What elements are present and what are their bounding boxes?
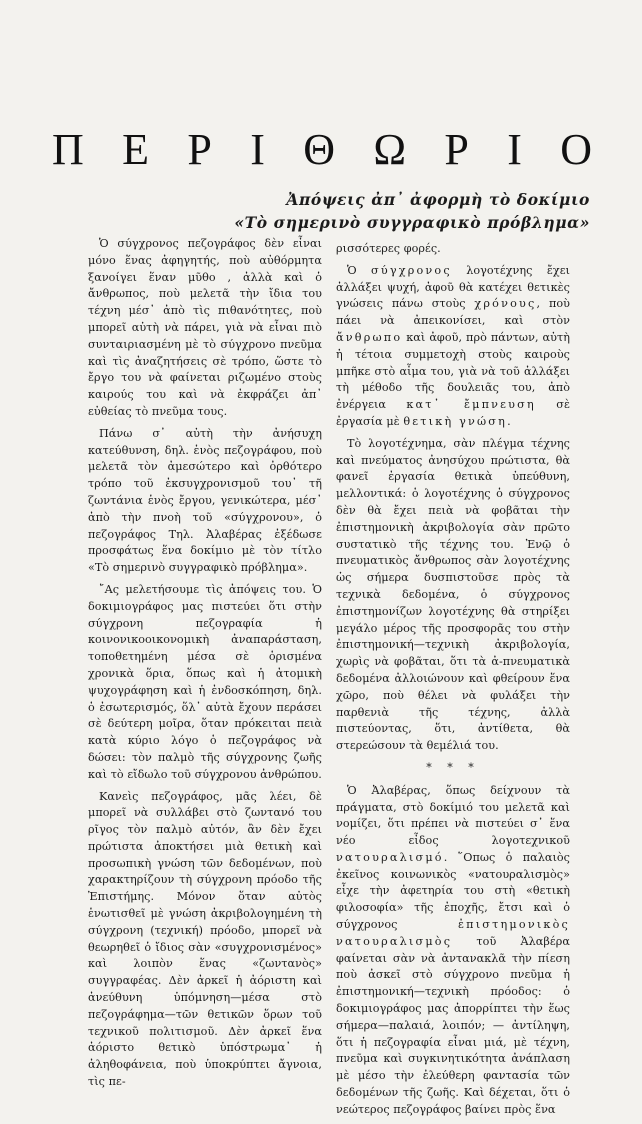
article-subtitle xyxy=(230,188,590,234)
paragraph: Πάνω σ᾽ αὐτὴ τὴν ἀνήσυχη κατεύθυνση, δηλ. ἑνὸς πεζογράφου, ποὺ μελετᾶ τὸν ἀμεσώτερο καὶ ὀρθότερο τρόπο τοῦ ἐκσυγχρονισμοῦ του᾽ τῆ ζωντάνια ἑνὸς ἔργου, γενικώτερα, μέσ᾽ ἀπὸ τὴν πνοὴ τοῦ «σύγχρονου», ὁ πεζογράφος Τηλ. Ἀλαβέρας ἐξέδωσε προσφάτως ἕνα δοκίμιο μὲ τὸν τίτλο «Τὸ σημερινὸ συγγραφικὸ πρόβλημα». xyxy=(88,426,322,575)
section-separator: * * * xyxy=(426,760,480,774)
title-letter: Ρ xyxy=(444,125,469,174)
paragraph xyxy=(336,783,570,1119)
spaced-word: νατουραλισμό xyxy=(336,850,444,864)
paragraph: Τὸ λογοτέχνημα, σὰν πλέγμα τέχνης καὶ πνεύματος ἀνησύχου πρώτιστα, θὰ φανεῖ ἐργασία θετικὰ ὑπεύθυνη, μελλοντικά: ὁ λογοτέχνης ὁ σύγχρονος δὲν θὰ ἔχει πειὰ νὰ φοβᾶται τὴν ἐπιστημονικὴ ἀκριβολογία σὰν πρῶτο συστατικὸ τῆς τέχνης του. Ἐνῷ ὁ πνευματικὸς ἄνθρωπος σὰν λογοτέχνης ὡς σήμερα δυσπιστοῦσε πρὸς τὰ τεχνικὰ δεδομένα, ὁ σύγχρονος ἐπιστημονίζων λογοτέχνης θὰ στηρίξει μεγάλο μέρος τῆς προσφορᾶς του στὴν ἐπιστημονική—τεχνικὴ ἀκριβολογία, χωρὶς νὰ φοβᾶται, ὅτι τὰ ἀ-πνευματικὰ δεδομένα ἀλλοιώνουν καὶ φθείρουν ἕνα χῶρο, ποὺ θέλει νὰ φυλάξει τὴν παρθενιὰ τῆς τέχνης, ἀλλὰ πιστεύοντας, ὅτι, ἀντίθετα, θὰ στερεώσουν τὰ θεμέλιά του. xyxy=(336,436,570,753)
right-column xyxy=(336,241,570,1124)
paragraph xyxy=(336,263,570,431)
spaced-word: ἄνθρωπο xyxy=(336,330,403,344)
text-run: . xyxy=(507,414,511,428)
title-letter: Ω xyxy=(373,125,407,174)
title-letter: Ι xyxy=(507,125,522,174)
text-run: τοῦ Ἀλαβέρα φαίνεται σὰν νὰ ἀντανακλᾶ τὴν πίεση ποὺ ἀσκεῖ στὸ σύγχρονο πνεῦμα ἡ ἐπιστημονική—τεχνικὴ πρόοδος: ὁ δοκιμιογράφος μας ἀπορρίπτει τὴν ἕως σήμερα—παλαιά, λοιπόν; — ἀντίληψη, ὅτι ἡ πεζογραφία εἶναι μιά, μὲ τέχνη, πνεῦμα καὶ συγκινητικότητα ἀνάπλαση μὲ μέσο τὴν ἐλεύθερη φαντασία τῶν δεδομένων τῆς ζωῆς. Καὶ δέχεται, ὅτι ὁ νεώτερος πεζογράφος βαίνει πρὸς ἕνα xyxy=(336,934,570,1116)
paragraph: Ὁ σύγχρονος πεζογράφος δὲν εἶναι μόνο ἕνας ἀφηγητής, ποὺ αὐθόρμητα ξανοίγει ἕναν μῦθο , ἀλλὰ καὶ ὁ ἄνθρωπος, ποὺ μελετᾶ τὴν ἴδια του τέχνη μέσ᾽ ἀπὸ τὶς πιθανότητες, ποὺ μπορεῖ αὐτὴ νὰ πάρει, γιὰ νὰ εἶναι πιὸ συνταιριασμένη μὲ τὸ σύγχρονο πνεῦμα καὶ τὶς ἀναζητήσεις σὲ τρόπο, ὥστε τὸ ἔργο του νὰ φαίνεται ριζωμένο στοὺς καιρούς του καὶ νὰ ἐκφράζει ἀπ᾽ εὐθείας τὸ πνεῦμα τους. xyxy=(88,237,322,418)
title-letter: Ο xyxy=(560,125,592,174)
paragraph: ῎Ας μελετήσουμε τὶς ἀπόψεις του. Ὁ δοκιμιογράφος μας πιστεύει ὅτι στὴν σύγχρονη πεζογραφία ἡ κοινονικοοικονομικὴ ἀναπαράσταση, τοποθετημένη μέσα σὲ ὁρισμένα χρονικὰ ὅρια, ὅπως καὶ ἡ ἀτομικὴ ψυχογράφηση καὶ ἡ ἐνδοσκόπηση, δηλ. ὁ ἐσωτερισμός, ὅλ᾽ αὐτὰ ἔχουν περάσει σὲ δεύτερη μοῖρα, ὅταν πρόκειται πειὰ κατὰ κύριο λόγο ὁ πεζογράφος νὰ δώσει: τὸν παλμὸ τῆς σύγχρονης ζωῆς καὶ τὸ εἴδωλο τοῦ σύγχρονου ἀνθρώπου. xyxy=(88,582,322,781)
paragraph-continuation: ρισσότερες φορές. xyxy=(336,242,441,255)
article-title xyxy=(52,125,592,174)
subtitle-line-1: Ἀπόψεις ἀπ᾽ ἀφορμὴ τὸ δοκίμιο xyxy=(286,190,590,209)
spaced-word: χρόνους xyxy=(474,297,537,311)
title-letter: Θ xyxy=(303,125,335,174)
subtitle-line-2: «Τὸ σημερινὸ συγγραφικὸ πρόβλημα» xyxy=(234,213,590,232)
text-run: Ὁ Ἀλαβέρας, ὅπως δείχνουν τὰ πράγματα, στὸ δοκίμιό του μελετᾶ καὶ νομίζει, ὅτι πρέπει νὰ πιστεύει σ᾽ ἕνα νέο εἶδος λογοτεχνικοῦ xyxy=(336,783,570,848)
spaced-word: σύγχρονος xyxy=(371,263,452,277)
text-run: καὶ ἀφοῦ, πρὸ πάντων, αὐτὴ ἡ τέτοια συμμετοχὴ στοὺς καιροὺς μπῆκε στὸ αἷμα του, γιὰ νὰ τοῦ ἀλλάξει τὴ μέθοδο τῆς δουλειᾶς του, ἀπὸ ἐνέργεια xyxy=(336,330,570,412)
title-letter: Π xyxy=(52,125,84,174)
text-run: Ὁ xyxy=(347,263,372,277)
spaced-word: θετικὴ γνώση xyxy=(403,414,508,428)
text-run: , ποὺ πάει νὰ ἀπεικονίσει, καὶ στὸν xyxy=(336,297,570,328)
left-column xyxy=(88,236,322,1096)
text-run: σὲ ἐργασία μὲ xyxy=(336,398,570,428)
paragraph: Κανεὶς πεζογράφος, μᾶς λέει, δὲ μπορεῖ νὰ συλλάβει στὸ ζωντανό του ρῖγος τὸν παλμὸ αὐτόν, ἂν δὲν ἔχει πρώτιστα ἀποκτήσει μιὰ θετικὴ καὶ προσωπικὴ γνώση τῶν δεδομένων, ποὺ χαρακτηρίζουν τὴ σύγχρονη πρόοδο τῆς Ἐπιστήμης. Μόνον ὅταν αὐτὸς ἑνωτισθεῖ μὲ γνώση ἀκριβολογημένη τὴ σύγχρονη (τεχνική) πρόοδο, μπορεῖ νὰ θεωρηθεῖ ὁ ἴδιος σὰν «συγχρονισμένος» καὶ λοιπὸν ἕνας «ζωντανὸς» συγγραφέας. Δὲν ἀρκεῖ ἡ ἀόριστη καὶ ἀνεύθυνη ὑπόμνηση—μέσα στὸ πεζογράφημα—τῶν θετικῶν ὅρων τοῦ τεχνικοῦ πολιτισμοῦ. Δὲν ἀρκεῖ ἕνα ἀόριστο θετικὸ ὑπόστρωμα᾽ ἡ ἀληθοφάνεια, ποὺ ὑποκρύπτει ἄγνοια, τὶς πε- xyxy=(88,789,322,1089)
spaced-word: κατ᾽ ἔμπνευση xyxy=(406,398,536,412)
text-run: . ῞Οπως ὁ παλαιὸς ἐκεῖνος κοινωνικὸς «νατουραλισμὸς» εἶχε τὴν ἀφετηρία του στὴ «θετικὴ φιλοσοφία» τῆς ἐποχῆς, ἔτσι καὶ ὁ σύγχρονος xyxy=(336,850,570,932)
title-letter: Ι xyxy=(250,125,265,174)
title-letter: Ε xyxy=(122,125,150,174)
title-letter: Ρ xyxy=(187,125,212,174)
spaced-word: ἐπιστημονικὸς νατουραλισμὸς xyxy=(336,918,570,948)
text-run: λογοτέχνης ἔχει ἀλλάξει ψυχή, ἀφοῦ θὰ κατέχει θετικὲς γνώσεις πάνω στοὺς xyxy=(336,263,570,311)
